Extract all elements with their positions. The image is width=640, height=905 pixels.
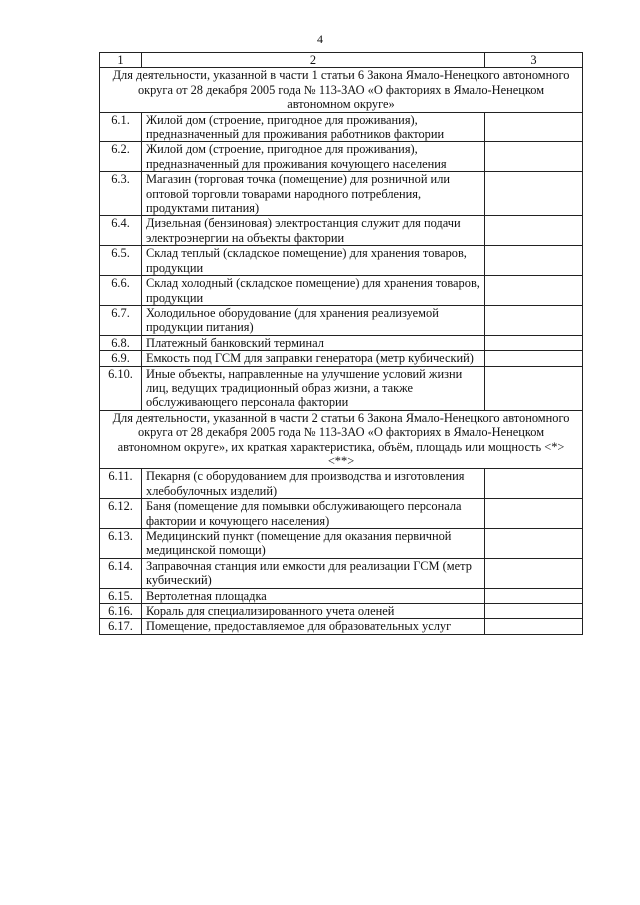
row-description: Холодильное оборудование (для хранения реализуемой продукции питания) <box>142 305 485 335</box>
row-description: Вертолетная площадка <box>142 588 485 603</box>
table-row <box>100 335 583 350</box>
row-value-cell <box>485 558 583 588</box>
table-row <box>100 276 583 306</box>
row-description: Медицинский пункт (помещение для оказания первичной медицинской помощи) <box>142 529 485 559</box>
table-body <box>100 68 583 634</box>
table-header-row <box>100 53 583 68</box>
row-number: 6.12. <box>100 499 142 529</box>
row-description: Емкость под ГСМ для заправки генератора (метр кубический) <box>142 351 485 366</box>
row-number: 6.14. <box>100 558 142 588</box>
page-number: 4 <box>317 32 323 46</box>
table-row <box>100 558 583 588</box>
column-header-2: 2 <box>142 53 485 68</box>
section-row-1 <box>100 68 583 112</box>
row-value-cell <box>485 588 583 603</box>
row-number: 6.15. <box>100 588 142 603</box>
row-number: 6.8. <box>100 335 142 350</box>
table-row <box>100 604 583 619</box>
row-value-cell <box>485 604 583 619</box>
row-description: Платежный банковский терминал <box>142 335 485 350</box>
row-value-cell <box>485 172 583 216</box>
row-description: Кораль для специализированного учета оленей <box>142 604 485 619</box>
section-heading-1: Для деятельности, указанной в части 1 статьи 6 Закона Ямало-Ненецкого автономного округа от 28 декабря 2005 года № 113-ЗАО «О факториях в Ямало-Ненецком автономном округе» <box>100 68 583 112</box>
row-value-cell <box>485 305 583 335</box>
row-value-cell <box>485 276 583 306</box>
row-description: Пекарня (с оборудованием для производства и изготовления хлебобулочных изделий) <box>142 469 485 499</box>
row-value-cell <box>485 335 583 350</box>
column-header-1: 1 <box>100 53 142 68</box>
row-value-cell <box>485 366 583 410</box>
row-value-cell <box>485 529 583 559</box>
row-description: Заправочная станция или емкости для реализации ГСМ (метр кубический) <box>142 558 485 588</box>
table-row <box>100 172 583 216</box>
section-row-2 <box>100 410 583 469</box>
row-number: 6.5. <box>100 246 142 276</box>
section-heading-2: Для деятельности, указанной в части 2 статьи 6 Закона Ямало-Ненецкого автономного округа от 28 декабря 2005 года № 113-ЗАО «О факториях в Ямало-Ненецком автономном округе», их краткая характеристика, объём, площадь или мощность <*> <**> <box>100 410 583 469</box>
table-row <box>100 469 583 499</box>
row-description: Баня (помещение для помывки обслуживающего персонала фактории и кочующего населения) <box>142 499 485 529</box>
table-row <box>100 246 583 276</box>
row-number: 6.17. <box>100 619 142 634</box>
table-row <box>100 529 583 559</box>
row-number: 6.11. <box>100 469 142 499</box>
row-number: 6.16. <box>100 604 142 619</box>
row-number: 6.4. <box>100 216 142 246</box>
table-row <box>100 305 583 335</box>
row-description: Жилой дом (строение, пригодное для проживания), предназначенный для проживания кочующего населения <box>142 142 485 172</box>
row-description: Иные объекты, направленные на улучшение условий жизни лиц, ведущих традиционный образ жизни, а также обслуживающего персонала фактории <box>142 366 485 410</box>
row-description: Жилой дом (строение, пригодное для проживания), предназначенный для проживания работников фактории <box>142 112 485 142</box>
row-number: 6.3. <box>100 172 142 216</box>
row-number: 6.13. <box>100 529 142 559</box>
row-description: Магазин (торговая точка (помещение) для розничной или оптовой торговли товарами народного потребления, продуктами питания) <box>142 172 485 216</box>
row-value-cell <box>485 499 583 529</box>
row-description: Помещение, предоставляемое для образовательных услуг <box>142 619 485 634</box>
table-row <box>100 351 583 366</box>
row-value-cell <box>485 619 583 634</box>
table-row <box>100 588 583 603</box>
table-row <box>100 142 583 172</box>
row-value-cell <box>485 216 583 246</box>
row-value-cell <box>485 142 583 172</box>
table-row <box>100 499 583 529</box>
row-number: 6.10. <box>100 366 142 410</box>
row-value-cell <box>485 351 583 366</box>
row-number: 6.1. <box>100 112 142 142</box>
table-row <box>100 619 583 634</box>
row-number: 6.7. <box>100 305 142 335</box>
row-description: Склад холодный (складское помещение) для хранения товаров, продукции <box>142 276 485 306</box>
row-description: Склад теплый (складское помещение) для хранения товаров, продукции <box>142 246 485 276</box>
table-row <box>100 366 583 410</box>
row-value-cell <box>485 246 583 276</box>
table-row <box>100 216 583 246</box>
facility-table <box>99 52 583 635</box>
table-row <box>100 112 583 142</box>
row-value-cell <box>485 469 583 499</box>
row-number: 6.9. <box>100 351 142 366</box>
row-number: 6.2. <box>100 142 142 172</box>
row-number: 6.6. <box>100 276 142 306</box>
column-header-3: 3 <box>485 53 583 68</box>
row-description: Дизельная (бензиновая) электростанция служит для подачи электроэнергии на объекты фактории <box>142 216 485 246</box>
row-value-cell <box>485 112 583 142</box>
